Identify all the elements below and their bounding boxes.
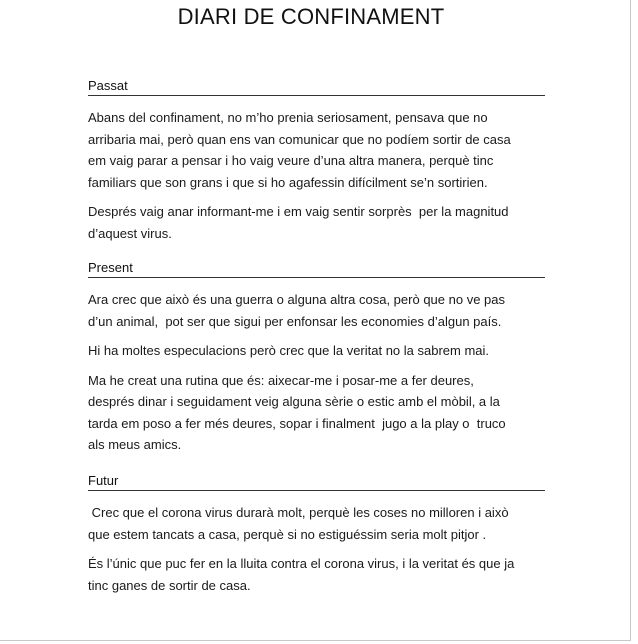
paragraph: Ara crec que això és una guerra o alguna altra cosa, però que no ve pas d’un animal, pot ser que sigui per enfonsar les economies d’algun país.: [88, 292, 505, 329]
section-heading: Present: [88, 260, 545, 278]
paragraph: Crec que el corona virus durarà molt, perquè les coses no milloren i això que estem tancats a casa, perquè si no estiguéssim seria molt pitjor .: [88, 505, 509, 542]
paragraph: Després vaig anar informant-me i em vaig sentir sorprès per la magnitud d’aquest virus.: [88, 204, 509, 241]
paragraph: És l’únic que puc fer en la lluita contra el corona virus, i la veritat és que ja tinc ganes de sortir de casa.: [88, 556, 515, 593]
section-present: [88, 260, 545, 456]
paragraph: Hi ha moltes especulacions però crec que la veritat no la sabrem mai.: [88, 343, 490, 358]
paragraph: Abans del confinament, no m’ho prenia seriosament, pensava que no arribaria mai, però quan ens van comunicar que no podíem sortir de casa em vaig parar a pensar i ho vaig veure d’una altra manera, perquè tinc familiars que son grans i que si ho agafessin difícilment se’n sortirien.: [88, 110, 511, 190]
section-heading: Passat: [88, 78, 545, 96]
section-heading: Futur: [88, 473, 545, 491]
section-passat: [88, 78, 545, 244]
section-futur: [88, 473, 545, 596]
paragraph: Ma he creat una rutina que és: aixecar-me i posar-me a fer deures, després dinar i seguidament veig alguna sèrie o estic amb el mòbil, a la tarda em poso a fer més deures, sopar i finalment jugo a la play o truco als meus amics.: [88, 372, 506, 452]
document-title: DIARI DE CONFINAMENT: [177, 4, 445, 29]
